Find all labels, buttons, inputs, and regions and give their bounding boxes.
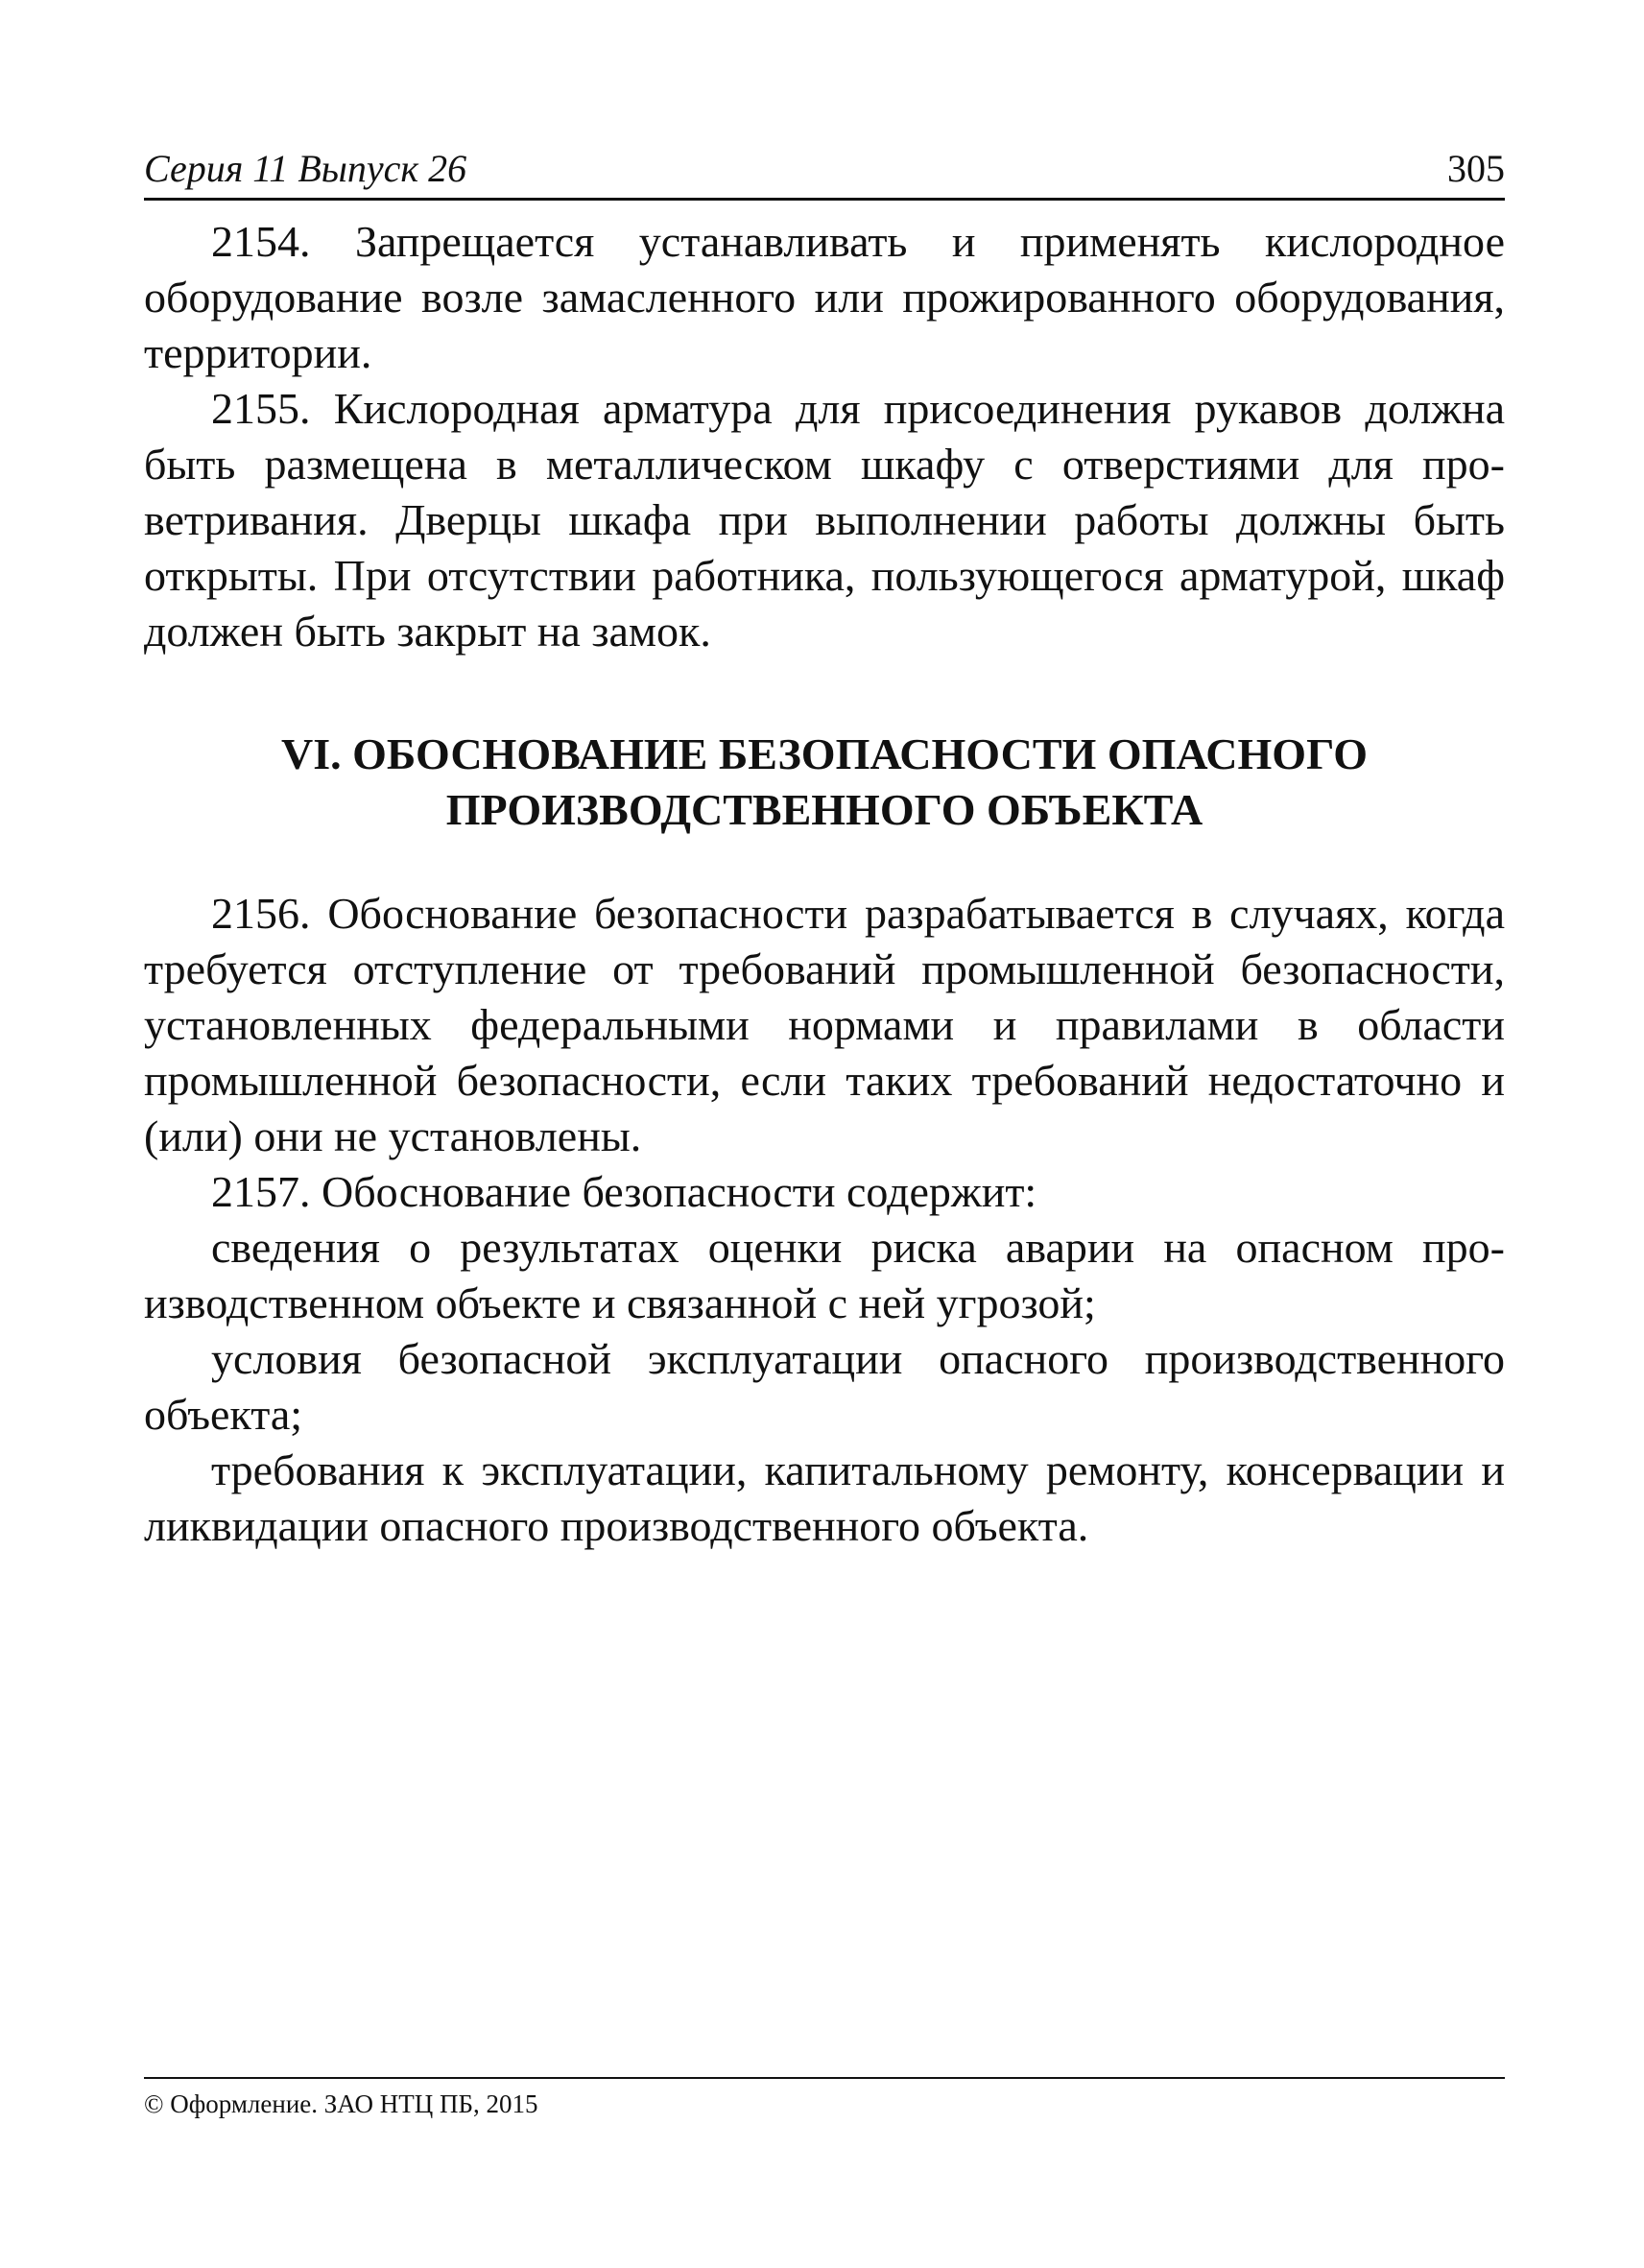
paragraph-2157: 2157. Обоснование безопасности содержит: [211, 1167, 1037, 1216]
list-item-requirements: требования к эксплуатации, капитальному ремонту, консервации и ликвидации опасного производственного объекта. [144, 1445, 1505, 1550]
list-item-safe-operation: условия безопасной эксплуатации опасного производственного объекта; [144, 1334, 1505, 1439]
paragraph-2155: 2155. Кислородная арматура для присоединения рукавов должна быть размещена в металлическом шкафу с отверстиями для проветривания. Дверцы шкафа при выполнении работы должны быть открыты. При отсутствии работника, пользующегося арматурой, шкаф должен быть закрыт на замок. [144, 384, 1505, 656]
page-number: 305 [1447, 147, 1505, 190]
section-heading-line1: VI. ОБОСНОВАНИЕ БЕЗОПАСНОСТИ ОПАСНОГО [281, 729, 1368, 778]
body-text [144, 214, 1505, 1554]
page-footer [144, 2077, 1505, 2121]
document-page [144, 144, 1505, 2160]
section-heading [144, 727, 1505, 838]
series-title: Серия 11 Выпуск 26 [144, 147, 467, 190]
paragraph-2154: 2154. Запрещается устанавливать и применять кислородное оборудование возле замасленного или прожированного оборудования, территории. [144, 217, 1505, 377]
section-heading-line2: ПРОИЗВОДСТВЕННОГО ОБЪЕКТА [445, 785, 1203, 834]
running-header [144, 144, 1505, 201]
list-item-risk-assessment: сведения о результатах оценки риска аварии на опасном производственном объекте и связанной с ней угрозой; [144, 1223, 1505, 1327]
copyright-notice: © Оформление. ЗАО НТЦ ПБ, 2015 [144, 2089, 538, 2118]
paragraph-2156: 2156. Обоснование безопасности разрабатывается в случаях, когда требуется отступление от требований промышленной безопасности, установленных федеральными нормами и правилами в области промышленной безопасности, если таких требований недостаточно и (или) они не установлены. [144, 889, 1505, 1160]
